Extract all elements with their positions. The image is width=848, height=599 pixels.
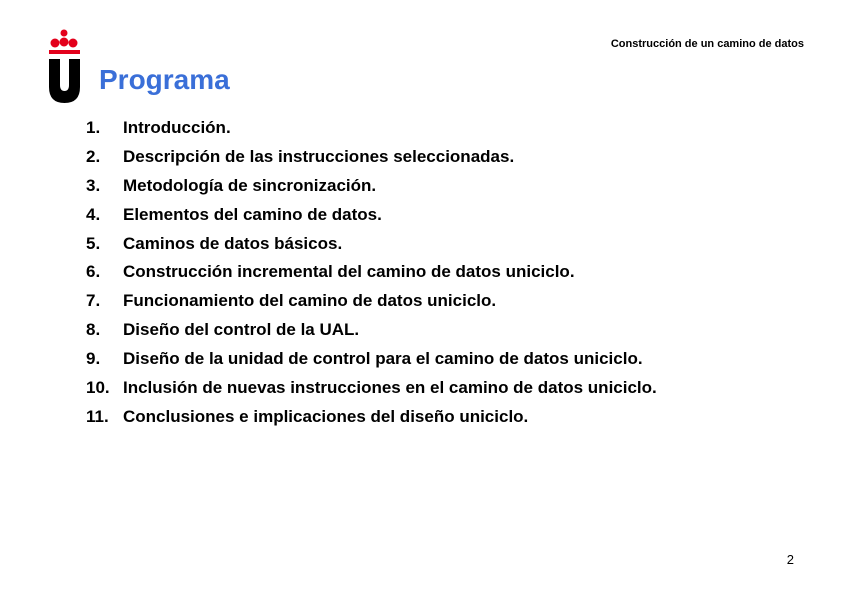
list-item-number: 10.: [86, 378, 110, 398]
list-item-number: 11.: [86, 406, 109, 426]
list-item: [86, 258, 657, 287]
list-item: [86, 403, 657, 432]
list-item-number: 2.: [86, 146, 101, 166]
course-title: Construcción de un camino de datos: [610, 38, 804, 50]
list-item: [86, 287, 657, 316]
list-item-text: Funcionamiento del camino de datos uniciclo.: [123, 291, 497, 311]
university-logo-icon: [45, 29, 85, 103]
agenda-list: [86, 114, 657, 432]
page-title: Programa: [99, 64, 230, 95]
list-item-text: Caminos de datos básicos.: [123, 233, 343, 253]
list-item-text: Descripción de las instrucciones seleccionadas.: [123, 146, 515, 166]
list-item-text: Inclusión de nuevas instrucciones en el camino de datos uniciclo.: [123, 378, 657, 398]
list-item-number: 1.: [86, 118, 101, 137]
university-logo: [45, 29, 85, 103]
list-item-text: Diseño de la unidad de control para el camino de datos uniciclo.: [123, 349, 643, 369]
list-item-text: Conclusiones e implicaciones del diseño uniciclo.: [123, 406, 529, 426]
list-item: [86, 230, 657, 259]
list-item: [86, 143, 657, 172]
list-item: [86, 114, 657, 143]
list-item: [86, 316, 657, 345]
list-item-text: Introducción.: [123, 118, 231, 137]
list-item-text: Elementos del camino de datos.: [123, 204, 382, 224]
list-item-text: Construcción incremental del camino de datos uniciclo.: [123, 262, 575, 282]
list-item-number: 7.: [86, 291, 101, 311]
list-item-text: Diseño del control de la UAL.: [123, 320, 360, 340]
list-item: [86, 201, 657, 230]
list-item-number: 9.: [86, 349, 101, 369]
list-item-number: 4.: [86, 204, 101, 224]
list-item-number: 3.: [86, 175, 101, 195]
list-item: [86, 374, 657, 403]
page-number: 2: [786, 552, 794, 567]
list-item-number: 5.: [86, 233, 101, 253]
list-item-number: 6.: [86, 262, 101, 282]
list-item-text: Metodología de sincronización.: [123, 175, 377, 195]
list-item: [86, 345, 657, 374]
list-item-number: 8.: [86, 320, 101, 340]
list-item: [86, 172, 657, 201]
